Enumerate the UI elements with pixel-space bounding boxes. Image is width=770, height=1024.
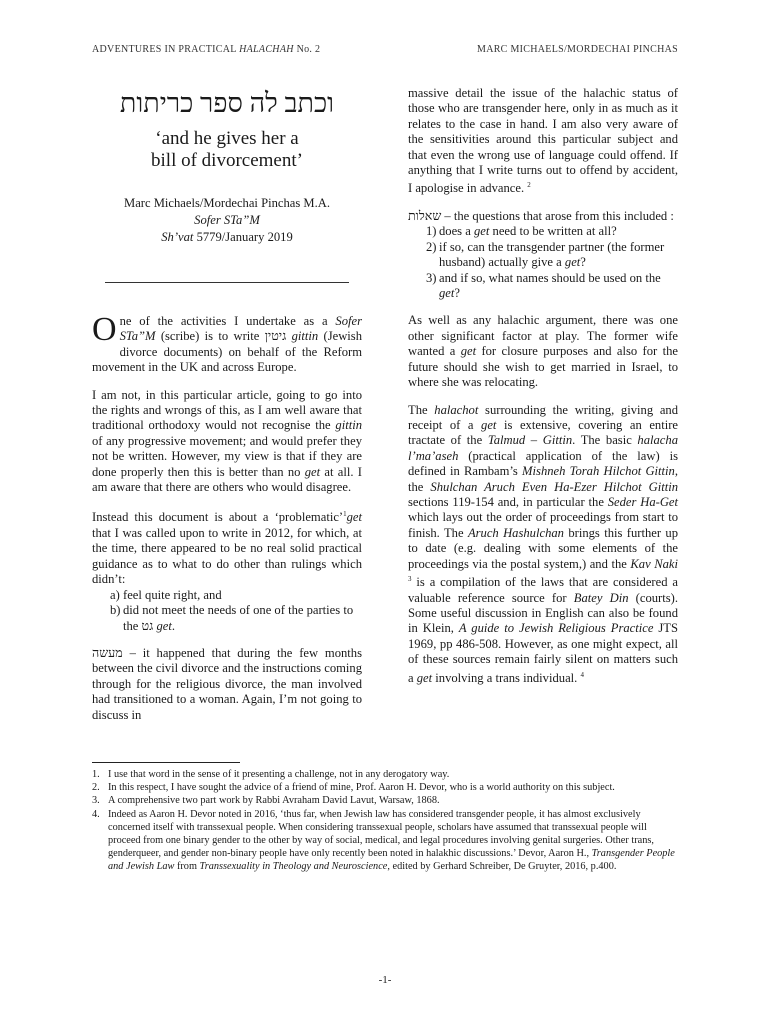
title-hebrew: וכתב לה ספר כריתות: [119, 88, 335, 118]
text: involving a trans individual.: [432, 670, 578, 685]
text: feel quite right, and: [123, 587, 222, 602]
left-column: [92, 86, 362, 723]
text-em: halacha l’ma’aseh: [408, 433, 678, 463]
title-line-1: ‘and he gives her a: [155, 128, 299, 149]
text-em: halachot: [434, 402, 479, 417]
text-em: Aruch Hashulchan: [467, 525, 564, 540]
text: surrounding the writing, giving and receipt of a: [408, 402, 678, 432]
text: at all. I am aware that there are others who would disagree.: [92, 464, 362, 495]
list-label: 1): [426, 224, 437, 239]
text-em: Mishneh Torah Hilchot Gittin: [522, 464, 675, 479]
text: As well as any halachic argument, there was one other significant factor at play. The former wife wanted a: [408, 313, 678, 359]
paragraph-closure: [408, 313, 678, 390]
text: did not meet the needs of one of the parties to the: [123, 603, 354, 633]
paragraph-rights: [92, 388, 362, 496]
footnote-2: [92, 781, 678, 794]
text-em: get: [564, 255, 581, 270]
text-em: get: [304, 464, 321, 479]
footnote-divider: [92, 762, 240, 763]
footnote-text: In this respect, I have sought the advice of a friend of mine, Prof. Aaron H. Devor, who is a world authority on this subject.: [108, 782, 615, 794]
running-header-left: [92, 44, 320, 55]
text-em: gittin: [335, 418, 362, 433]
text: brings this further up to date (e.g. dealing with some elements of the proceedings via the postal system,) and the: [408, 525, 679, 571]
text-em: Seder Ha-Get: [607, 494, 679, 509]
hebrew-word: שאלות: [408, 209, 442, 224]
hebrew-word: גיטין: [264, 329, 287, 344]
text: . The basic: [572, 433, 638, 448]
text: is extensive, covering an entire tractate of the: [408, 417, 678, 448]
title-line-2: bill of divorcement’: [151, 150, 303, 171]
list-item: [110, 588, 362, 603]
list-label: a): [110, 587, 120, 602]
author-role: Sofer STa”M: [194, 213, 260, 227]
text: , the: [408, 464, 678, 494]
right-column: [408, 86, 678, 686]
date-rest: 5779/January 2019: [193, 230, 293, 244]
footnote-number: 3.: [92, 795, 100, 807]
author-block: [92, 195, 362, 246]
page-number: -1-: [378, 974, 392, 986]
text: is a compilation of the laws that are considered a valuable reference source for: [408, 575, 678, 605]
paragraph-halachot: [408, 403, 678, 687]
text-em: gittin: [291, 329, 319, 344]
text: from: [174, 861, 200, 873]
footnote-number: 4.: [92, 808, 100, 820]
text: need to be written at all?: [489, 224, 617, 239]
text: – it happened that during the few months between the civil divorce and the instructions coming through for the religious divorce, the man involved had transitioned to a woman. Again, I’m not going to discuss in: [92, 645, 362, 722]
text-em: Transgender People and Jewish Law: [108, 848, 675, 873]
text: which lays out the order of proceedings from start to finish. The: [408, 510, 678, 540]
footnote-text: I use that word in the sense of it presenting a challenge, not in any derogatory way.: [108, 769, 450, 780]
text: – the questions that arose from this included :: [441, 209, 674, 224]
text-em: get: [473, 224, 490, 239]
footnote-number: 2.: [92, 782, 100, 794]
text: if so, can the transgender partner (the former husband) actually give a: [439, 239, 665, 270]
footnote-3: [92, 794, 678, 807]
footnote-ref: 3: [408, 574, 412, 583]
footnotes: [92, 768, 678, 874]
paragraph-questions: [408, 209, 678, 224]
footnote-number: 1.: [92, 769, 100, 780]
list-item: [426, 271, 678, 302]
header-series-title: ADVENTURES IN PRACTICAL: [92, 44, 237, 55]
text: (scribe) is to write: [155, 329, 265, 344]
title-divider: [105, 282, 349, 283]
paragraph-problematic: [92, 507, 362, 587]
footnote-ref: 2: [527, 181, 531, 190]
text-em: get: [439, 286, 455, 301]
hebrew-word: גט: [141, 618, 154, 633]
list-label: b): [110, 603, 121, 618]
text: JTS 1969, pp 486-508. However, as one might expect, all of these sources remain fairly silent on matters such a: [408, 621, 678, 685]
paragraph-maaseh: [92, 646, 362, 723]
text: Instead this document is about a ‘problematic’: [92, 510, 344, 525]
questions-list: [408, 224, 678, 301]
text: Indeed as Aaron H. Devor noted in 2016, ‘thus far, when Jewish law has considered transgender people, it has almost exclusively concerned itself with transsexual people. When considering transsexual people, scholars have assumed that transsexual people will proceed from one binary gender to the other by way of social, medical, and legal procedures involving genital surgeries. Other trans, genderqueer, and gender non-binary people have only recently been noted in halakhic discussions.’ Devor, Aaron H.,: [108, 808, 654, 860]
footnote-ref: 1: [343, 510, 347, 519]
text-em: get: [460, 344, 477, 359]
text-em: get: [346, 510, 362, 525]
drop-cap: O: [92, 311, 117, 348]
text-em: get: [416, 670, 433, 685]
text-em: A guide to Jewish Religious Practice: [458, 621, 654, 636]
author-date: [92, 229, 362, 246]
author-name: Marc Michaels/Mordechai Pinchas M.A.: [124, 196, 330, 210]
text: massive detail the issue of the halachic status of those who are transgender here, only in as much as it relates to the case in hand. I am also very aware of the sensitivities around this particular subject and that even the wrong use of language could offend. If anything that I write turns out to offend by accident, I apologise in advance.: [408, 86, 678, 196]
header-issue-number: No. 2: [296, 44, 321, 55]
text: sections 119-154 and, in particular the: [408, 494, 608, 509]
text: for closure purposes and also for the future should she wish to get married in Israel, to where she was relocating.: [408, 344, 678, 390]
footnote-1: [92, 768, 678, 781]
text-em: Batey Din: [573, 590, 629, 605]
text-em: get: [156, 618, 172, 633]
text: of any progressive movement; and would prefer they not be written. However, my view is that if they are done properly then this is better than no: [92, 433, 362, 479]
text-em: Shulchan Aruch Even Ha-Ezer Hilchot Gittin: [430, 479, 678, 494]
text: and if so, what names should be used on the: [439, 270, 661, 285]
header-series-em: HALACHAH: [239, 44, 294, 55]
list-item: [426, 224, 678, 239]
text: (Jewish divorce documents) on behalf of the Reform movement in the UK and across Europe.: [92, 329, 363, 375]
text: .: [171, 618, 176, 633]
text-em: Kav Naki: [630, 556, 678, 571]
text-em: Sofer STa”M: [119, 314, 362, 344]
paragraph-sensitivities: [408, 86, 678, 197]
footnote-4: [92, 808, 678, 874]
text: ?: [454, 286, 460, 301]
text: does a: [439, 224, 474, 239]
text: I am not, in this particular article, going to go into the rights and wrongs of this, as I am well aware that traditional orthodoxy would not recognise the: [92, 387, 362, 433]
list-item: [110, 603, 362, 634]
list-label: 2): [426, 239, 437, 254]
title-english: [92, 128, 362, 172]
text: ?: [580, 255, 586, 270]
footnote-ref: 4: [580, 670, 584, 679]
text: The: [408, 402, 435, 417]
footnote-text: A comprehensive two part work by Rabbi Avraham David Lavut, Warsaw, 1868.: [108, 795, 440, 807]
text: ne of the activities I undertake as a: [119, 314, 336, 328]
text: that I was called upon to write in 2012, for which, at the time, there appeared to be no real solid practical guidance as to what to do other than rulings which didn’t:: [92, 526, 362, 587]
text: (courts). Some useful discussion in English can also be found in Klein,: [408, 590, 678, 636]
running-header-right: MARC MICHAELS/MORDECHAI PINCHAS: [477, 44, 678, 55]
footnote-text: [108, 808, 678, 874]
hebrew-word: מעשה: [92, 645, 123, 660]
list-item: [426, 240, 678, 271]
text: (practical application of the law) is defined in Rambam’s: [408, 448, 678, 479]
paragraph-intro: [92, 311, 363, 376]
list-label: 3): [426, 270, 437, 285]
text-em: get: [481, 417, 497, 432]
text-em: Transsexuality in Theology and Neuroscience: [199, 861, 388, 873]
text: , edited by Gerhard Schreiber, De Gruyter, 2016, p.400.: [387, 861, 617, 873]
rulings-list: [92, 588, 362, 634]
text-em: Talmud – Gittin: [487, 433, 573, 448]
date-month: Sh’vat: [161, 230, 194, 244]
